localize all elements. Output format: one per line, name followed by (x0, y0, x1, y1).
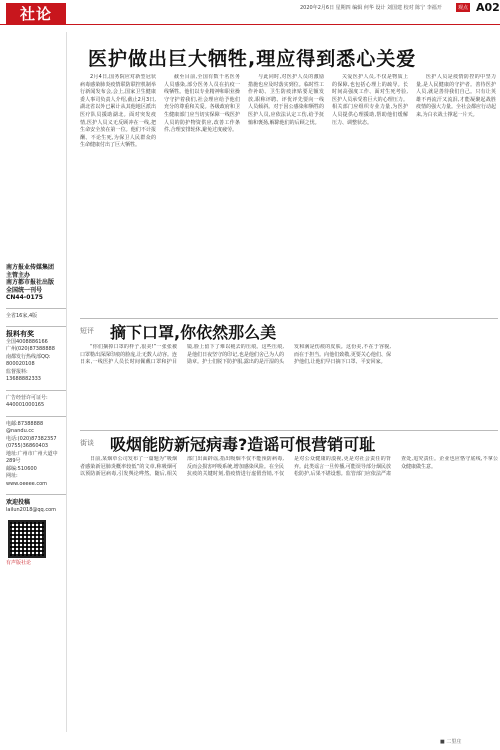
submission-email[interactable]: laiIun2018@qq.com (6, 506, 56, 513)
header-rule (0, 24, 500, 25)
sidebar-divider (6, 390, 66, 391)
section-badge: 观点 (458, 5, 469, 11)
address-line1: 地址:广州市广州大道中 (6, 450, 58, 457)
article1-body (80, 74, 498, 312)
article1-col5: 医护人员是疫情防控的中坚力量,是人民健康的守护者。善待医护人员,就是善待我们自己。只有让英雄不再流汗又流泪,才能凝聚起战胜疫情的强大力量。全社会都应行动起来,为白衣战士撑起一片天。 (416, 74, 496, 118)
qr-caption: 有声版社论 (6, 560, 32, 566)
publisher-group: 南方报业传媒集团 (6, 264, 55, 271)
tips-phone: 广州(020)87388888 (6, 346, 55, 352)
postcode: 邮编:510600 (6, 465, 37, 472)
email-line1: 电邮:87388888 (6, 420, 44, 427)
publisher-host: 主管主办 (6, 271, 31, 279)
ad-license-number: 440001000165 (6, 402, 45, 408)
sidebar-divider (6, 308, 66, 309)
tips-hotline: 全国4008886166 (6, 338, 48, 345)
article2-text: “你们摘掉口罩的样子,很美!”一张张被口罩勒出深深印痕的脸庞,让无数人动容。连日来,一线医护人员长时间佩戴口罩和护目镜,脸上留下了难以褪去的压痕。这些压痕,是他们日夜坚守的印记,也是他们舍己为人的勋章。护士们脱下防护服,露出的是汗湿的头发和满是伤痕的皮肤。这份美,不在于容貌,而在于担当。向他们致敬,更要关心他们、保护他们,让他们早日摘下口罩、平安回家。 (80, 344, 391, 366)
page-header (0, 0, 500, 22)
sidebar-divider (6, 494, 66, 495)
section-masthead: 社论 (6, 3, 66, 25)
article1-headline: 医护做出巨大牺牲,理应得到悉心关爱 (88, 48, 417, 70)
sidebar (6, 32, 67, 732)
article3-headline: 吸烟能防新冠病毒?造谣可恨营销可耻 (110, 435, 376, 454)
article2-body (80, 344, 498, 426)
article2-headline: 摘下口罩,你依然那么美 (110, 323, 277, 342)
supervision-label: 监督报料: (6, 368, 28, 375)
dateline: 2020年2月6日 星期四 编辑 何华 设计 刘国建 校对 陈宁 李福开 (300, 5, 442, 11)
distribution-qq: 800020108 (6, 361, 35, 367)
email-line2: @nandu.cc (6, 428, 34, 434)
article3-byline: ■ 二里庄 (440, 739, 462, 745)
edition-info: 全省16家,4版 (6, 312, 38, 319)
article1-col2: 截至目前,全国有数千名医务人员感染,部分医务人员在抗疫一线牺牲。他们以专业精神和职业操守守护着我们,社会理应给予他们充分的尊重和关爱。各级政府和卫生健康部门应当切实保障一线医护人员的防护物资供应,改善工作条件,合理安排轮休,避免过度疲劳。 (164, 74, 240, 134)
submission-title: 欢迎投稿 (6, 499, 31, 506)
ad-license-label: 广告经营许可证号: (6, 394, 48, 401)
section-divider (80, 318, 498, 319)
sidebar-divider (6, 326, 66, 327)
article3-kicker: 街谈 (80, 439, 94, 447)
article3-text: 日前,某烟草公司发布了一篇题为“吸烟者感染新冠肺炎概率较低”的文章,称吸烟可以预防新冠病毒,引发舆论哗然。随后,相关部门出面辟谣,指出吸烟不仅不能预防病毒,反而会损害呼吸系统,增加感染风险。在全民抗疫的关键时刻,借疫情进行虚假营销,不仅是对公众健康的漠视,更是对社会责任的背弃。此类谣言一旦传播,可能误导部分烟民放松防护,后果不堪设想。监管部门应依法严肃查处,追究责任。企业也应恪守底线,不拿公众健康做生意。 (80, 456, 498, 478)
article1-col1: 2月4日,国务院应对新型冠状病毒感染肺炎疫情联防联控机制举行新闻发布会,会上,国家卫生健康委人事司负责人介绍,截止2月3日,湖北省以外已累计从其他地区派出医疗队员援助湖北。面对突发疫情,医护人员义无反顾冲在一线,把生命安全放在第一位。他们不计报酬、不论生死,为保卫人民群众的生命健康付出了巨大牺牲。 (80, 74, 156, 149)
distribution-qq-label: 南都发行热线部QQ: (6, 353, 51, 360)
qr-code-icon[interactable] (8, 520, 46, 558)
phone-line1: 电话:(020)87382357 (6, 435, 57, 442)
supervision-phone: 13688882333 (6, 376, 41, 382)
publisher-name: 南方都市报社出版 (6, 279, 55, 286)
issn-label: 全国统一刊号 (6, 286, 43, 294)
article1-col3: 与此同时,对医护人员的激励措施也应及时落实到位。临时性工作补助、卫生防疫津贴要足额发放,职称评聘、评优评先要向一线人员倾斜。对于因公感染和牺牲的医护人员,应依法认定工伤,给予抚恤和褒扬,解除他们的后顾之忧。 (248, 74, 324, 126)
issn-number: CN44-0175 (6, 294, 43, 301)
website-url[interactable]: www.oeeee.com (6, 480, 48, 487)
article1-col4: 关爱医护人员,不仅是物质上的保障,也包括心理上的疏导。长时间高强度工作、面对生死考验,医护人员承受着巨大的心理压力。相关部门应组织专业力量,为医护人员提供心理援助,帮助他们缓解压力、调整状态。 (332, 74, 408, 126)
website-label: 网址: (6, 473, 18, 479)
article3-body (80, 456, 498, 728)
tips-title: 报料有奖 (6, 330, 34, 338)
page-number: A02 (476, 1, 500, 14)
section-divider (80, 430, 498, 431)
address-line2: 289号 (6, 458, 21, 464)
article2-kicker: 短评 (80, 327, 94, 335)
phone-line2: (0755)36860403 (6, 443, 49, 449)
sidebar-divider (6, 416, 66, 417)
